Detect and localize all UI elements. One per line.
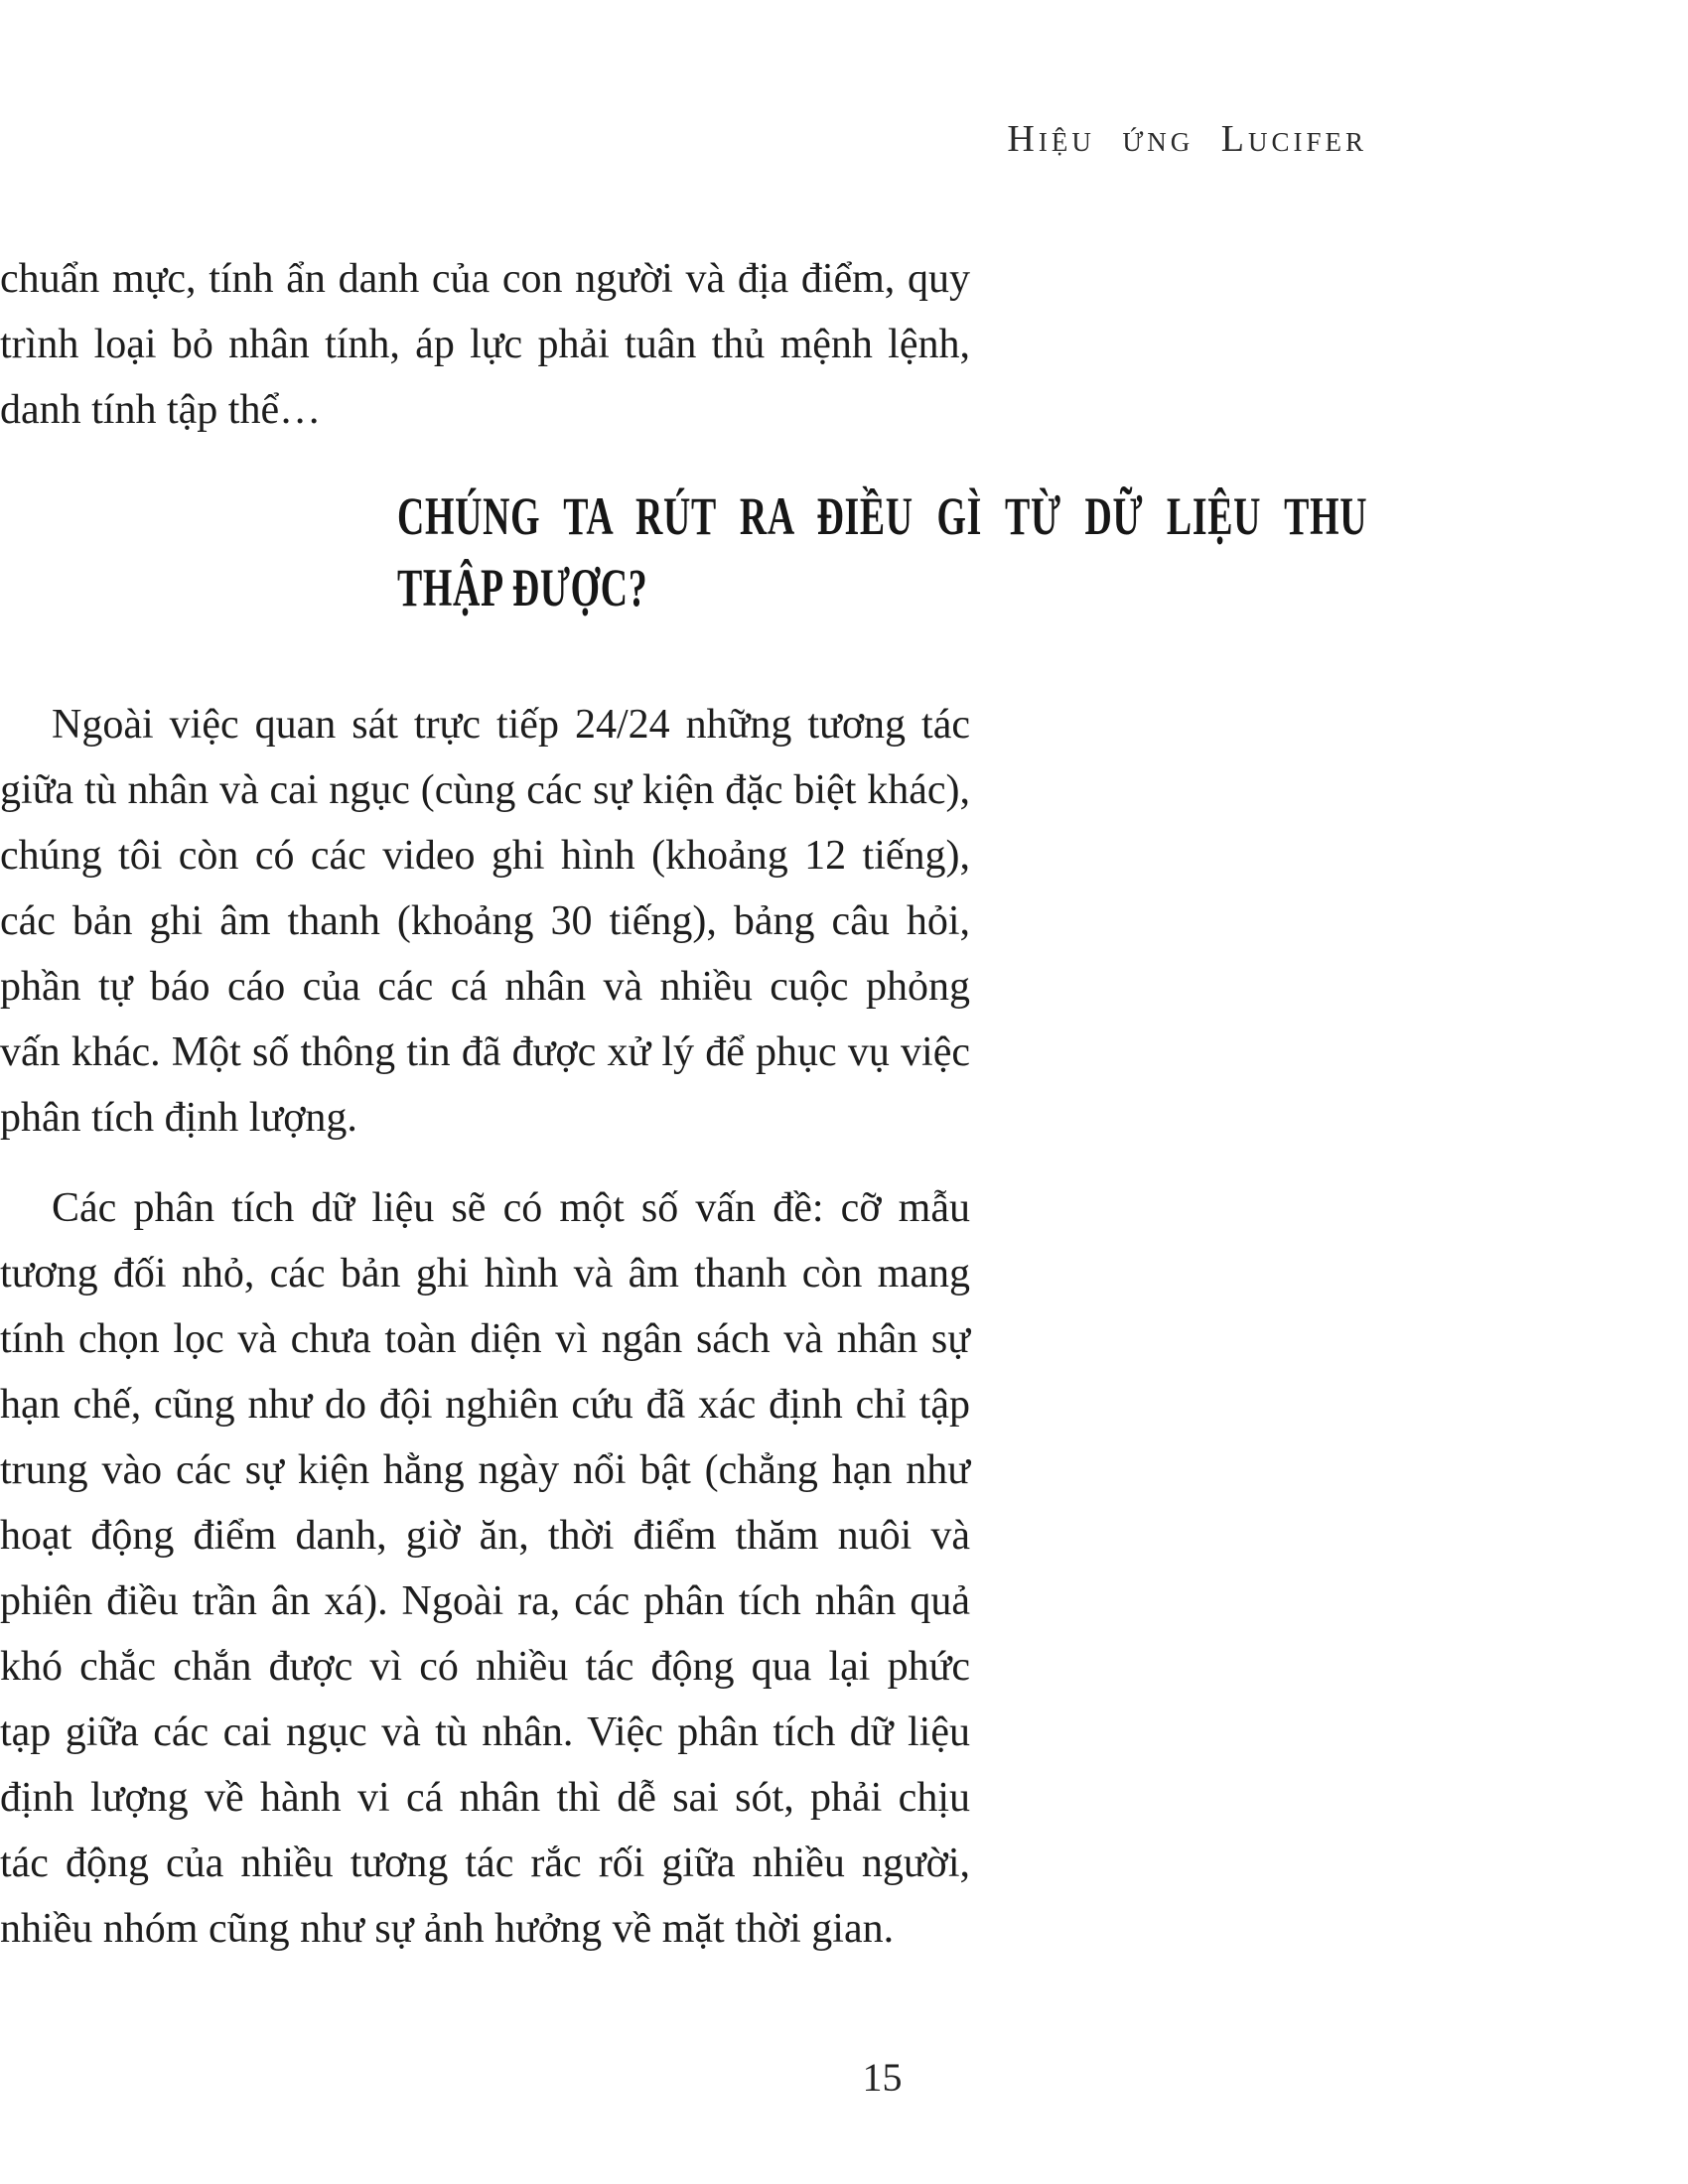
heading-line: CHÚNG TA RÚT RA ĐIỀU GÌ TỪ DỮ LIỆU THU xyxy=(397,486,1368,546)
text-line: giữa tù nhân và cai ngục (cùng các sự kiện đặc biệt khác), xyxy=(0,767,970,813)
text-line: tạp giữa các cai ngục và tù nhân. Việc phân tích dữ liệu xyxy=(0,1709,970,1755)
section-heading xyxy=(397,480,1367,623)
text-line: chuẩn mực, tính ẩn danh của con người và địa điểm, quy xyxy=(0,256,970,302)
text-line: phần tự báo cáo của các cá nhân và nhiều cuộc phỏng xyxy=(0,964,970,1010)
text-line: hoạt động điểm danh, giờ ăn, thời điểm thăm nuôi và xyxy=(0,1513,970,1559)
text-line: nhiều nhóm cũng như sự ảnh hưởng về mặt thời gian. xyxy=(0,1906,895,1952)
text-line: danh tính tập thể… xyxy=(0,387,322,433)
paragraph xyxy=(0,1175,970,1962)
running-header: Hiệu ứng Lucifer xyxy=(1007,118,1367,160)
text-line: Ngoài việc quan sát trực tiếp 24/24 những tương tác xyxy=(52,702,970,748)
text-line: khó chắc chắn được vì có nhiều tác động qua lại phức xyxy=(0,1644,970,1690)
text-line: chúng tôi còn có các video ghi hình (khoảng 12 tiếng), xyxy=(0,833,970,879)
text-line: tương đối nhỏ, các bản ghi hình và âm thanh còn mang xyxy=(0,1251,970,1297)
page-number: 15 xyxy=(862,2055,903,2100)
paragraph xyxy=(0,692,970,1151)
text-line: Các phân tích dữ liệu sẽ có một số vấn đề: cỡ mẫu xyxy=(52,1185,970,1231)
text-line: trình loại bỏ nhân tính, áp lực phải tuân thủ mệnh lệnh, xyxy=(0,322,970,367)
text-line: các bản ghi âm thanh (khoảng 30 tiếng), bảng câu hỏi, xyxy=(0,898,970,944)
paragraph xyxy=(0,246,970,443)
text-line: phiên điều trần ân xá). Ngoài ra, các phân tích nhân quả xyxy=(0,1578,970,1624)
text-line: phân tích định lượng. xyxy=(0,1095,357,1141)
text-line: hạn chế, cũng như do đội nghiên cứu đã xác định chỉ tập xyxy=(0,1382,970,1428)
text-line: trung vào các sự kiện hằng ngày nổi bật (chẳng hạn như xyxy=(0,1447,970,1493)
text-line: tác động của nhiều tương tác rắc rối giữa nhiều người, xyxy=(0,1841,970,1886)
text-line: tính chọn lọc và chưa toàn diện vì ngân sách và nhân sự xyxy=(0,1316,970,1362)
heading-line: THẬP ĐƯỢC? xyxy=(397,558,648,617)
text-line: định lượng về hành vi cá nhân thì dễ sai sót, phải chịu xyxy=(0,1775,970,1821)
text-line: vấn khác. Một số thông tin đã được xử lý để phục vụ việc xyxy=(0,1029,970,1075)
